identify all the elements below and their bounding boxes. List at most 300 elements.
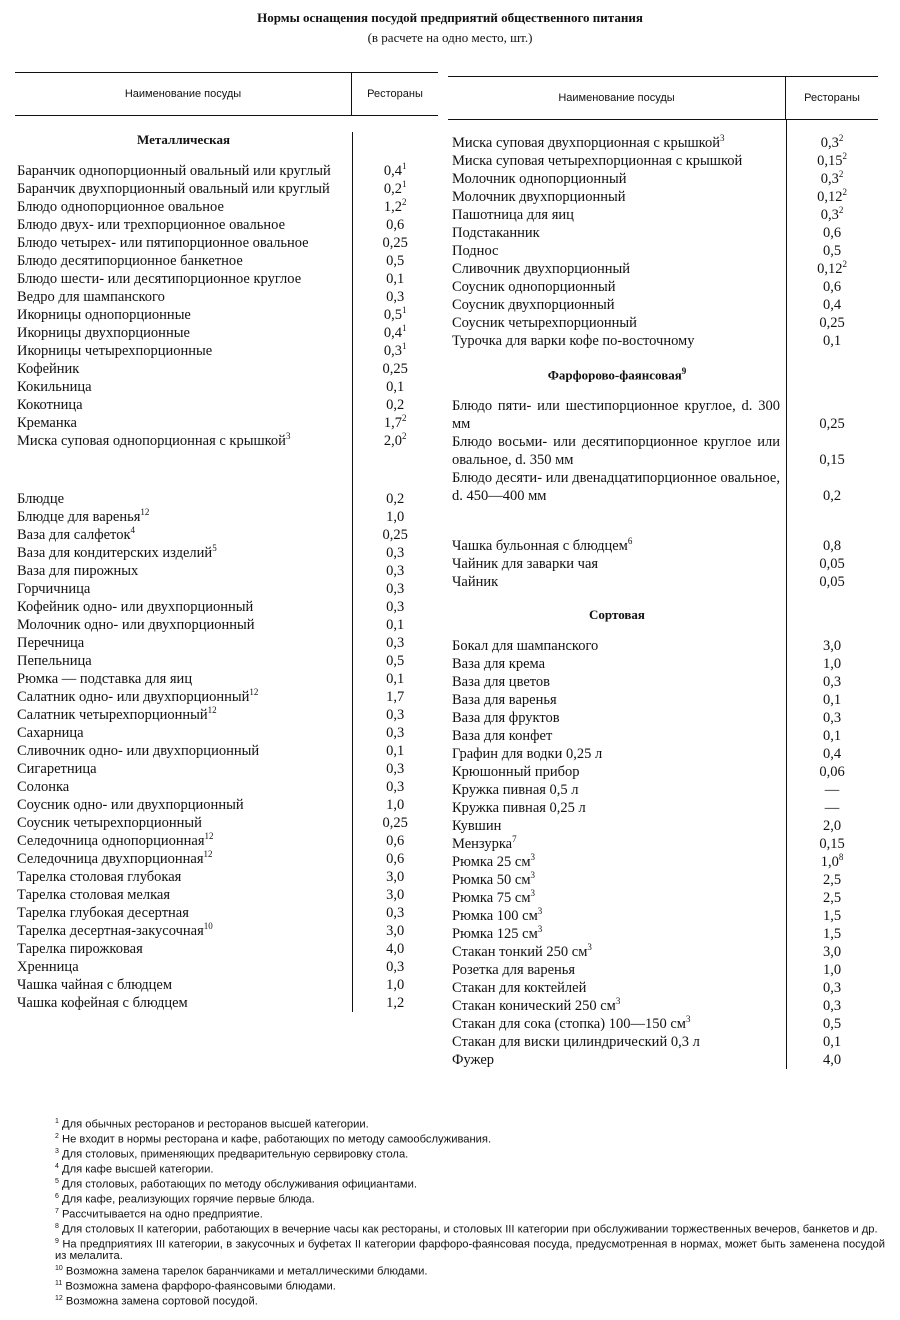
footnotes (55, 1116, 885, 1307)
item-value: 0,1 (386, 671, 405, 687)
footnote: $^3$ Для столовых, применяющих предварительную сервировку стола. (55, 1147, 409, 1161)
item-name: Горчичница (17, 581, 91, 597)
item-value: 0,5 (822, 243, 842, 259)
item-name: Рюмка 125 $см^3$ (452, 924, 543, 943)
table-row (448, 1015, 878, 1033)
table-row (448, 224, 878, 242)
footnote-ref: 12 (249, 687, 259, 698)
table-row (448, 727, 878, 745)
item-name: Крюшонный прибор (452, 764, 580, 781)
table-row (15, 886, 438, 904)
item-value: 0,2 (386, 397, 405, 413)
item-name: Тарелка десертная-закусочная$^{10}$ (17, 921, 213, 939)
table-row (15, 760, 438, 778)
item-name: Чашка бульонная с блюдцем$^6$ (452, 536, 633, 555)
footnote-ref: 1 (402, 161, 407, 172)
table-header (448, 76, 878, 120)
table-row (448, 170, 878, 188)
item-value: 0,6 (822, 279, 842, 295)
left-column (15, 72, 438, 1012)
table-row (15, 976, 438, 994)
table-row (15, 652, 438, 670)
item-value: 0,2 (386, 491, 405, 507)
footnote-ref: 2 (402, 197, 407, 208)
table-row (15, 288, 438, 306)
item-name: Рюмка — подставка для яиц (17, 671, 193, 687)
item-name: Икорницы однопорционные (17, 307, 191, 323)
item-name: Селедочница двухпорционная$^{12}$ (17, 849, 213, 867)
right-list-porcelain-cups (448, 537, 878, 591)
table-row (448, 573, 878, 591)
table-row (15, 270, 438, 288)
footnote-ref: 1 (402, 305, 407, 316)
item-name: Блюдо десятипорционное банкетное (17, 253, 243, 269)
item-value: 0,25 (382, 815, 408, 831)
item-value: 0,3 (822, 710, 842, 727)
item-name: Блюдце (17, 491, 65, 507)
item-value: 1,2 (386, 995, 405, 1011)
item-name: Соусник одно- или двухпорционный (17, 797, 244, 813)
table-row (15, 634, 438, 652)
item-value: 0,6 (822, 225, 842, 241)
table-row (448, 555, 878, 573)
table-row (15, 940, 438, 958)
table-row (448, 763, 878, 781)
table-row (448, 871, 878, 889)
item-name: Чайник (452, 574, 499, 591)
table-row (15, 670, 438, 688)
table-row (448, 433, 878, 469)
table-row (448, 242, 878, 260)
table-row (15, 598, 438, 616)
table-row (15, 580, 438, 598)
table-row (15, 796, 438, 814)
item-name: Тарелка пирожковая (17, 941, 143, 957)
table-row (448, 673, 878, 691)
item-value: 3,0 (822, 944, 842, 961)
item-value: 1,7 (386, 689, 405, 705)
item-value: 0,4 (822, 297, 842, 313)
item-name: Ваза для цветов (452, 674, 551, 691)
item-value: 3,0 (386, 869, 405, 885)
item-value: 0,25 (819, 416, 845, 433)
item-value: $0,3^2$ (820, 169, 844, 187)
item-name: Сливочник двухпорционный (452, 261, 631, 277)
right-list-metal (448, 134, 878, 350)
item-name: Бокал для шампанского (452, 638, 599, 655)
item-name: Соусник четырехпорционный (17, 815, 202, 831)
item-value: 0,1 (386, 743, 405, 759)
item-value: $1,2^2$ (383, 197, 407, 215)
item-value: 0,05 (819, 574, 845, 591)
item-value: 0,15$^2$ (817, 151, 847, 169)
table-row (15, 994, 438, 1012)
item-value: 0,3 (386, 635, 405, 651)
item-name: Ваза для крема (452, 656, 546, 673)
table-row (15, 198, 438, 216)
item-name: Сигаретница (17, 761, 97, 777)
page-title: Нормы оснащения посудой предприятий общественного питания (257, 10, 643, 25)
header-value: Рестораны (351, 73, 438, 115)
footnote: $^4$ Для кафе высшей категории. (55, 1162, 214, 1176)
table-row (448, 537, 878, 555)
table-row (15, 180, 438, 198)
item-value: 0,3 (386, 905, 405, 921)
item-value: 0,3 (386, 959, 405, 975)
table-row (448, 296, 878, 314)
footnote-ref: 2 (842, 259, 847, 270)
table-row (448, 997, 878, 1015)
item-name: Миска суповая двухпорционная с крышкой$^3$ (452, 133, 725, 151)
footnote-ref: 1 (402, 179, 407, 190)
item-name: Ваза для конфет (452, 728, 553, 745)
footnote-ref: 3 (530, 888, 536, 899)
footnote-ref: 2 (402, 431, 407, 442)
item-name: Фужер (452, 1052, 495, 1069)
item-name: Перечница (17, 635, 85, 651)
footnote-ref: 3 (615, 996, 621, 1007)
item-name: Графин для водки 0,25 л (452, 746, 603, 763)
table-row (448, 637, 878, 655)
item-name: Мензурка$^7$ (452, 834, 517, 853)
item-name: Икорницы двухпорционные (17, 325, 190, 341)
right-list-glass (448, 637, 878, 1069)
item-value: 0,25 (382, 527, 408, 543)
item-value: 0,3 (822, 674, 842, 691)
table-row (15, 234, 438, 252)
footnote-ref: 3 (719, 133, 725, 144)
item-name: Ведро для шампанского (17, 289, 165, 305)
table-row (448, 260, 878, 278)
item-value: 0,1 (386, 617, 405, 633)
header-name: Наименование посуды (558, 92, 675, 104)
item-value: $0,3^2$ (820, 205, 844, 223)
item-value: 1,0 (822, 656, 842, 673)
item-value: $1,0^8$ (820, 852, 844, 871)
footnote-ref: 2 (838, 205, 844, 216)
table-row (15, 216, 438, 234)
table-row (15, 688, 438, 706)
item-name: Баранчик двухпорционный овальный или круглый (17, 181, 330, 197)
right-list-porcelain-dishes (448, 397, 878, 505)
item-value: 0,1 (822, 692, 842, 709)
item-value: 0,3 (386, 289, 405, 305)
table-row (448, 469, 878, 505)
footnote-ref: 3 (537, 924, 543, 935)
item-value: 0,5 (822, 1016, 842, 1033)
item-name: Ваза для пирожных (17, 563, 139, 579)
item-name: Салатник четырехпорционный$^{12}$ (17, 705, 217, 723)
footnote-ref: 6 (627, 536, 633, 547)
item-name: Ваза для фруктов (452, 710, 560, 727)
table-row (15, 252, 438, 270)
item-name: Чайник для заварки чая (452, 556, 599, 573)
item-name: Соусник четырехпорционный (452, 315, 637, 331)
footnote: $^7$ Рассчитывается на одно предприятие. (55, 1207, 263, 1221)
table-row (15, 778, 438, 796)
table-row (15, 868, 438, 886)
table-row (15, 742, 438, 760)
footnote: $^5$ Для столовых, работающих по методу обслуживания официантами. (55, 1177, 417, 1191)
footnote: $^1$ Для обычных ресторанов и ресторанов высшей категории. (55, 1118, 369, 1131)
item-name: Селедочница однопорционная$^{12}$ (17, 831, 214, 849)
item-name: Кофейник одно- или двухпорционный (17, 599, 254, 615)
item-value: 0,3 (386, 707, 405, 723)
item-name: Соусник однопорционный (452, 279, 616, 295)
item-value: $2,0^2$ (383, 431, 407, 449)
item-value: 0,12$^2$ (817, 259, 847, 277)
table-row (448, 655, 878, 673)
item-name: Стакан для коктейлей (452, 980, 587, 997)
item-value: 0,6 (386, 851, 405, 867)
table-row (15, 508, 438, 526)
table-row (15, 814, 438, 832)
item-name: Салатник одно- или двухпорционный$^{12}$ (17, 687, 259, 705)
table-row (15, 378, 438, 396)
left-list-porcelain (15, 490, 438, 1012)
item-value: $0,2^1$ (383, 179, 407, 197)
item-name: Кокильница (17, 379, 92, 395)
table-row (448, 979, 878, 997)
footnote-ref: 4 (130, 525, 135, 536)
footnote: $^{10}$ Возможна замена тарелок баранчиками и металлическими блюдами. (55, 1264, 428, 1278)
item-name: Рюмка 25 $см^3$ (452, 852, 536, 871)
table-row (448, 206, 878, 224)
item-value: 0,06 (819, 764, 845, 781)
footnote-ref: 2 (838, 133, 844, 144)
item-name: Турочка для варки кофе по-восточному (452, 333, 695, 349)
table-row (448, 397, 878, 433)
footnote-ref: 12 (204, 831, 214, 842)
item-name: Пашотница для яиц (452, 207, 574, 223)
table-header (15, 72, 438, 116)
item-value: 0,8 (822, 538, 842, 555)
section-heading: Металлическая (137, 132, 230, 147)
footnote-ref: 2 (842, 151, 847, 162)
item-name: Чашка чайная с блюдцем (17, 977, 173, 993)
footnote-ref: 2 (402, 413, 407, 424)
table-row (448, 278, 878, 296)
item-value: 2,0 (822, 818, 842, 835)
item-value: 4,0 (822, 1052, 842, 1069)
item-value: 0,5 (386, 653, 405, 669)
footnote-ref: 2 (838, 169, 844, 180)
item-name: Кокотница (17, 397, 83, 413)
footnote-ref: 2 (842, 187, 847, 198)
item-value: 1,5 (822, 926, 842, 943)
table-row (448, 134, 878, 152)
footnote-ref: 3 (587, 942, 592, 953)
table-row (15, 958, 438, 976)
table-row (15, 360, 438, 378)
table-row (15, 432, 438, 450)
item-value: 0,1 (386, 379, 405, 395)
item-value: $0,3^1$ (383, 341, 407, 359)
item-name: Кофейник (17, 361, 80, 377)
item-name: Стакан для сока (стопка) 100—150 $см^3$ (452, 1014, 691, 1033)
item-name: Тарелка глубокая десертная (17, 905, 189, 921)
item-name: Тарелка столовая глубокая (17, 869, 182, 885)
table-row (448, 188, 878, 206)
item-value: 0,3 (822, 998, 842, 1015)
table-row (15, 832, 438, 850)
item-name: Розетка для варенья (452, 962, 576, 979)
item-name: Блюдо шести- или десятипорционное круглое (17, 271, 302, 287)
item-value: $1,7^2$ (383, 413, 407, 431)
table-row (15, 706, 438, 724)
footnote: $^{12}$ Возможна замена сортовой посудой. (55, 1294, 258, 1308)
table-row (448, 907, 878, 925)
item-value: 4,0 (386, 941, 405, 957)
item-name: Кувшин (452, 818, 502, 835)
item-name: Миска суповая четырехпорционная с крышкой (452, 153, 743, 169)
item-value: 0,6 (386, 217, 405, 233)
item-value: 0,3 (386, 761, 405, 777)
table-row (448, 332, 878, 350)
right-column (448, 76, 878, 1069)
item-value: 0,05 (819, 556, 845, 573)
item-value: 0,1 (822, 1034, 842, 1051)
item-name: Сливочник одно- или двухпорционный (17, 743, 260, 759)
item-value: $0,4^1$ (383, 161, 407, 179)
item-value: 2,5 (822, 872, 842, 889)
table-row (15, 544, 438, 562)
item-value: $0,5^1$ (383, 305, 407, 323)
table-row (448, 1033, 878, 1051)
item-value: 0,3 (386, 599, 405, 615)
footnote: $^6$ Для кафе, реализующих горячие первые блюда. (55, 1192, 315, 1206)
item-value: — (824, 782, 840, 799)
table-row (448, 853, 878, 871)
item-value: $0,4^1$ (383, 323, 407, 341)
footnote: $^8$ Для столовых II категории, работающих в вечерние часы как рестораны, и столовых III категории при обслуживании торжественных вечеров, банкетов и др. (55, 1222, 878, 1236)
item-name: Стакан для виски цилиндрический 0,3 л (452, 1034, 700, 1051)
footnote-ref: 3 (530, 852, 536, 863)
item-value: 1,0 (386, 509, 405, 525)
item-name: Молочник однопорционный (452, 171, 627, 187)
item-value: 0,3 (386, 545, 405, 561)
item-name: Подстаканник (452, 225, 540, 241)
table-row (15, 904, 438, 922)
item-name: Блюдо двух- или трехпорционное овальное (17, 217, 286, 233)
footnote: $^2$ Не входит в нормы ресторана и кафе, работающих по методу самообслуживания. (55, 1132, 492, 1146)
item-value: 0,1 (822, 333, 842, 349)
item-name: Икорницы четырехпорционные (17, 343, 213, 359)
item-name: Ваза для кондитерских изделий$^5$ (17, 543, 217, 561)
item-name: Блюдо однопорционное овальное (17, 199, 224, 215)
table-row (448, 925, 878, 943)
table-row (15, 850, 438, 868)
table-row (15, 324, 438, 342)
footnote-ref: 7 (512, 834, 517, 845)
footnote-ref: 3 (530, 870, 536, 881)
item-name: Солонка (17, 779, 70, 795)
item-name: Молочник одно- или двухпорционный (17, 617, 255, 633)
table-row (15, 162, 438, 180)
footnote: $^9$ На предприятиях III категории, в закусочных и буфетах II категории фарфоро-фаянсовая посуда, предусмотренная в нормах, может быть заменена посудой из мелалита. (55, 1237, 885, 1263)
item-value: 3,0 (386, 887, 405, 903)
item-value: 1,5 (822, 908, 842, 925)
table-row (448, 889, 878, 907)
item-value: 0,1 (822, 728, 842, 745)
item-value: 0,3 (386, 725, 405, 741)
item-name: Креманка (17, 415, 77, 431)
section-heading: Фарфорово-фаянсовая$^9$ (547, 366, 687, 383)
table-row (448, 799, 878, 817)
left-list-metal (15, 162, 438, 450)
item-name: Хренница (17, 959, 79, 975)
table-row (15, 724, 438, 742)
table-row (448, 781, 878, 799)
table-row (448, 709, 878, 727)
table-row (15, 306, 438, 324)
table-row (448, 817, 878, 835)
item-name: Кружка пивная 0,5 л (452, 782, 579, 799)
item-name: Сахарница (17, 725, 84, 741)
right-table-body (448, 120, 878, 1069)
item-name: Кружка пивная 0,25 л (452, 800, 586, 817)
footnote-ref: 3 (285, 431, 291, 442)
table-row (448, 745, 878, 763)
table-row (15, 490, 438, 508)
item-name: Ваза для варенья (452, 692, 557, 709)
item-name: Ваза для салфеток$^4$ (17, 525, 135, 543)
item-name: Соусник двухпорционный (452, 297, 615, 313)
item-name: Рюмка 50 $см^3$ (452, 870, 536, 889)
table-row (448, 961, 878, 979)
table-row (448, 152, 878, 170)
item-name: Блюдо восьми- или десятипорционное круглое или овальное, d. 350 мм (452, 434, 780, 469)
item-name: Блюдо десяти- или двенадцатипорционное овальное, d. 450—400 мм (452, 470, 780, 505)
item-name: Миска суповая однопорционная с крышкой$^3$ (17, 431, 291, 449)
item-name: Стакан конический 250 $см^3$ (452, 996, 621, 1015)
item-value: 0,6 (386, 833, 405, 849)
item-value: $0,3^2$ (820, 133, 844, 151)
item-value: — (824, 800, 840, 817)
item-name: Чашка кофейная с блюдцем (17, 995, 188, 1011)
table-row (448, 835, 878, 853)
footnote-ref: 10 (203, 921, 213, 932)
table-row (15, 562, 438, 580)
item-value: 1,0 (386, 797, 405, 813)
item-name: Тарелка столовая мелкая (17, 887, 171, 903)
item-value: 0,3 (386, 563, 405, 579)
footnote-ref: 5 (212, 543, 217, 554)
footnote-ref: 1 (402, 323, 407, 334)
header-name: Наименование посуды (124, 88, 242, 100)
item-name: Молочник двухпорционный (452, 189, 626, 205)
item-value: 0,2 (822, 488, 842, 505)
table-row (15, 414, 438, 432)
header-value: Рестораны (785, 77, 878, 119)
footnote-ref: 12 (203, 849, 213, 860)
item-name: Блюдо четырех- или пятипорционное овальное (17, 235, 309, 251)
item-name: Пепельница (17, 653, 92, 669)
page-subtitle: (в расчете на одно место, шт.) (367, 30, 533, 45)
item-value: 0,15 (819, 452, 845, 469)
item-value: 0,25 (382, 235, 408, 251)
item-value: 2,5 (822, 890, 842, 907)
item-value: 1,0 (822, 962, 842, 979)
table-row (448, 1051, 878, 1069)
item-value: 0,4 (822, 746, 842, 763)
item-name: Рюмка 100 $см^3$ (452, 906, 543, 925)
table-row (448, 314, 878, 332)
item-value: 0,12$^2$ (817, 187, 847, 205)
item-name: Блюдце для варенья$^{12}$ (17, 507, 150, 525)
table-row (15, 396, 438, 414)
item-name: Поднос (452, 243, 499, 259)
